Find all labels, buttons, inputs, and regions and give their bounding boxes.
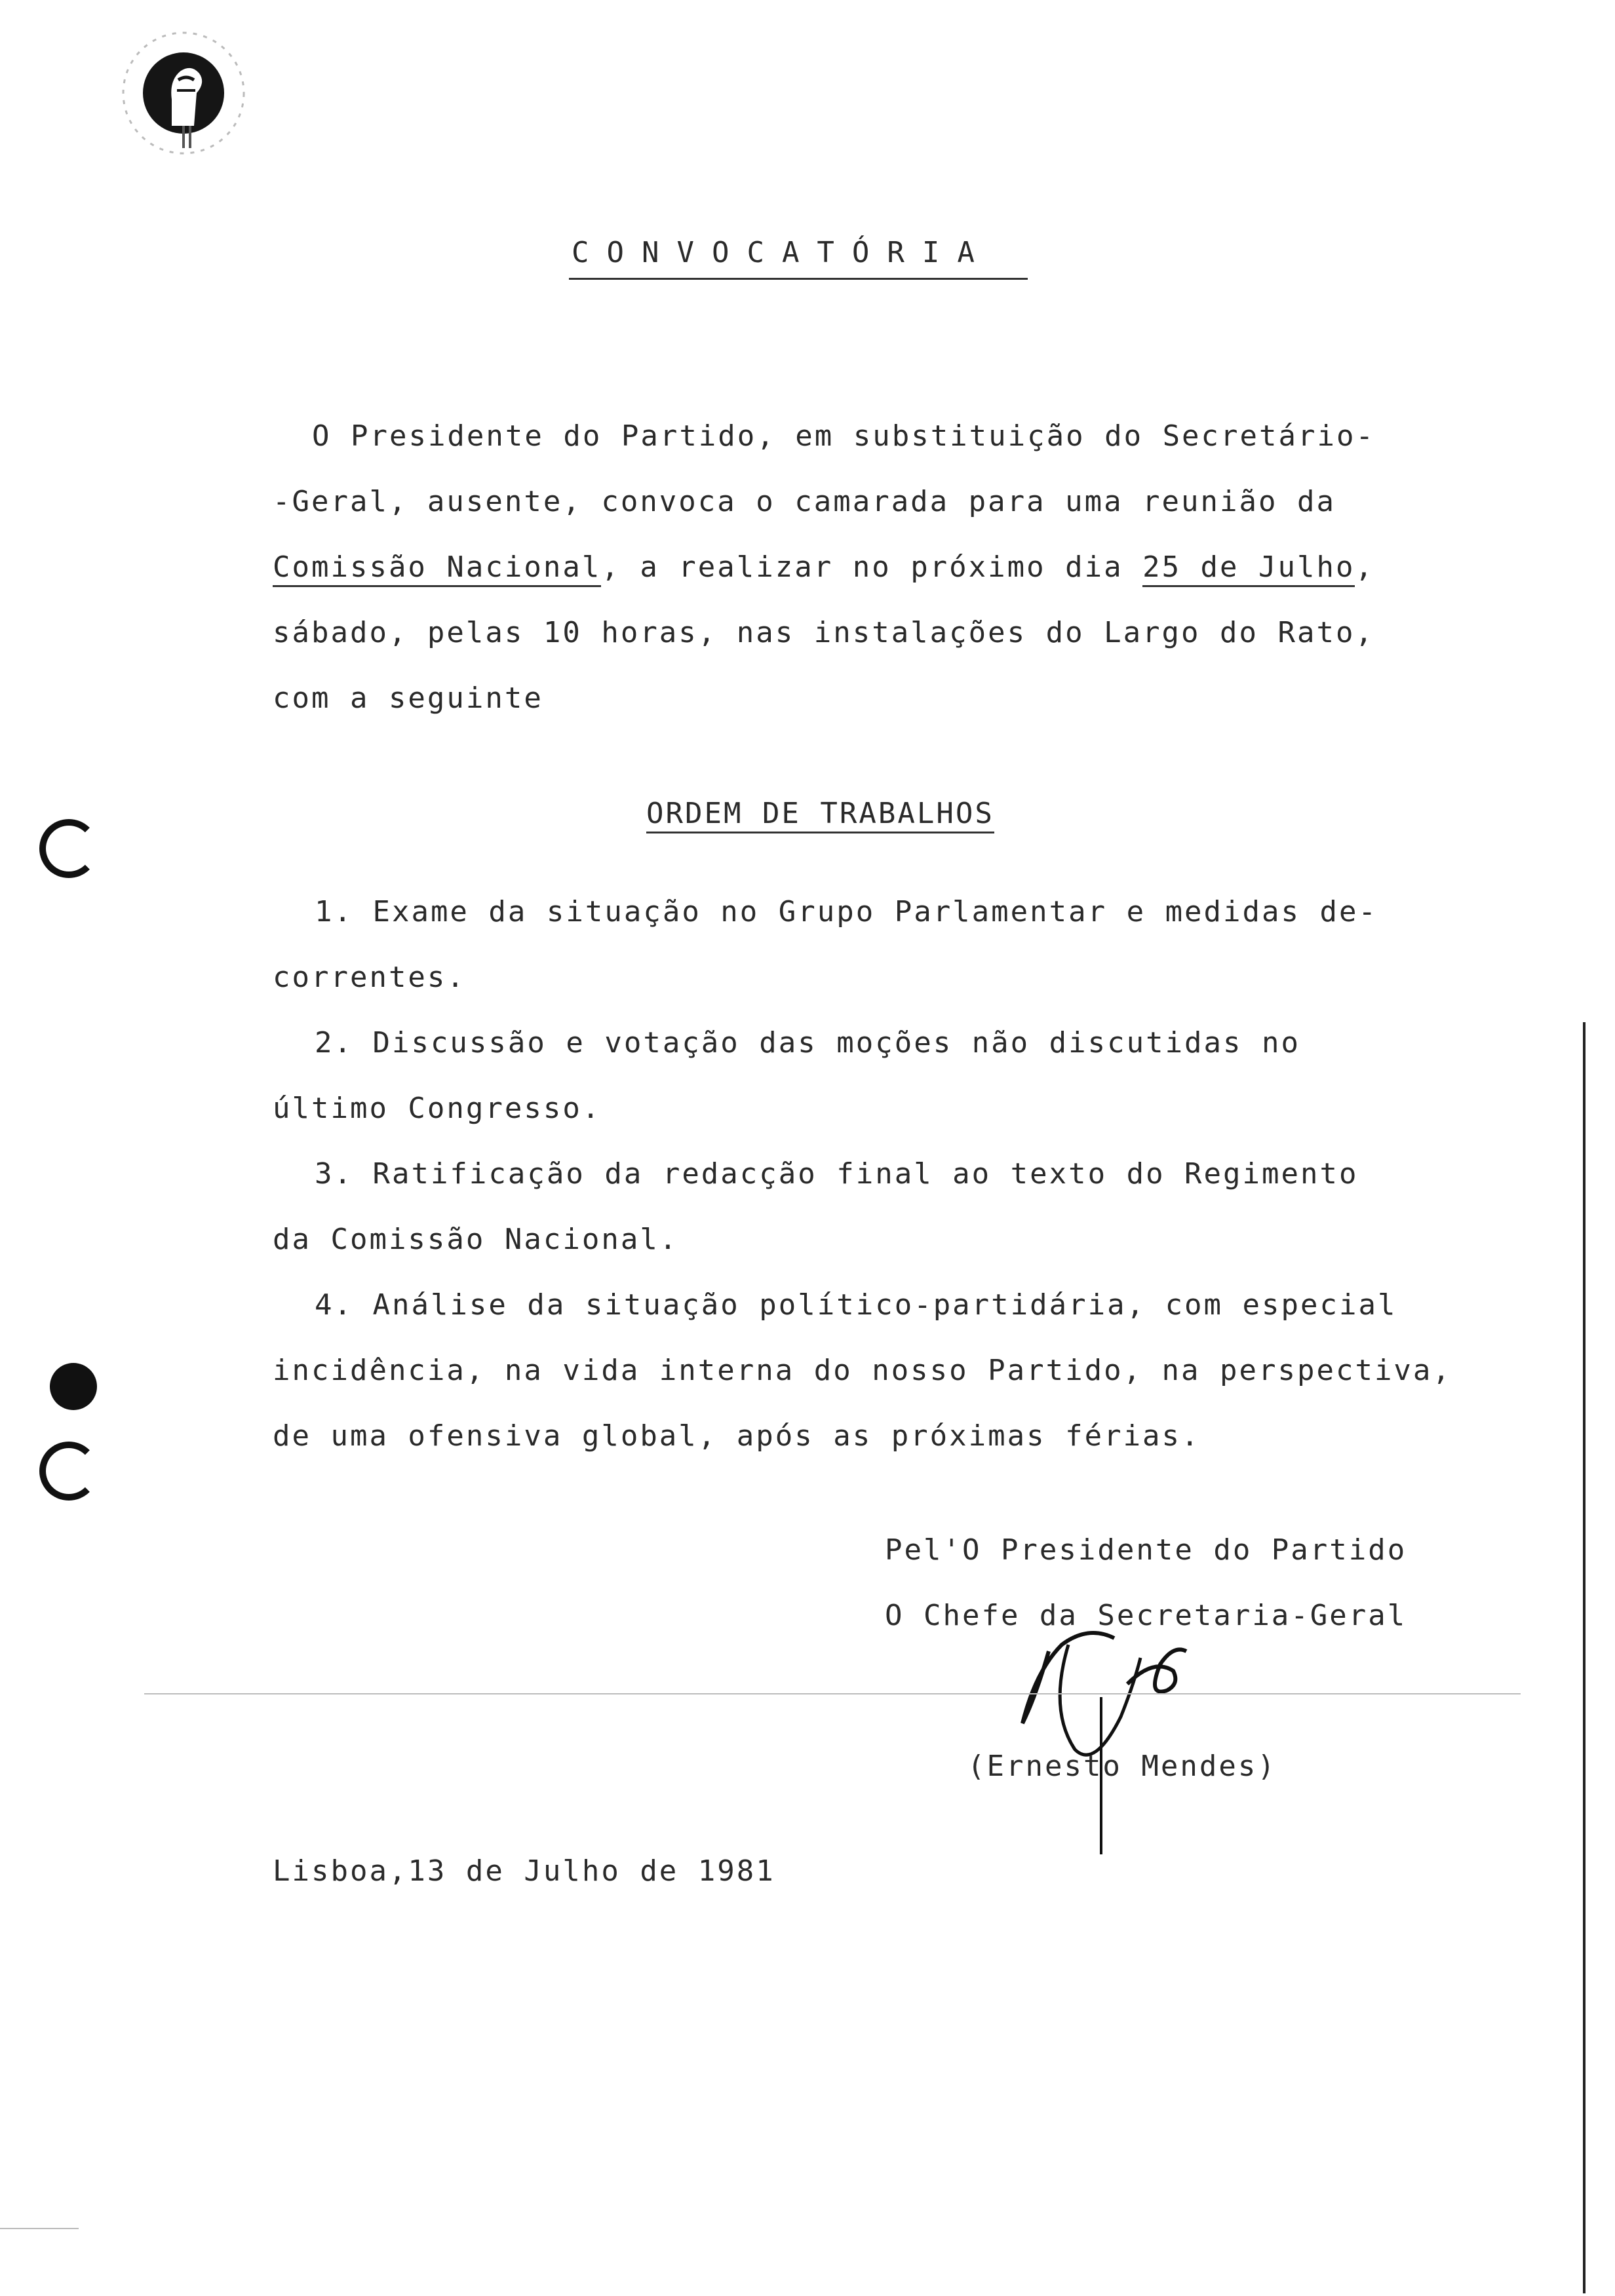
meeting-date-underlined: 25 de Julho <box>1142 550 1355 587</box>
punch-hole-mark <box>50 1363 97 1410</box>
edge-mark <box>0 2228 79 2229</box>
title-underline <box>569 278 1028 280</box>
agenda-item-2-line-1: 2. Discussão e votação das moções não discutidas no <box>315 1026 1301 1060</box>
binder-hole-mark <box>39 819 98 878</box>
agenda-item-3-line-2: da Comissão Nacional. <box>273 1223 679 1256</box>
agenda-item-4-line-3: de uma ofensiva global, após as próximas férias. <box>273 1419 1201 1453</box>
agenda-item-4-line-2: incidência, na vida interna do nosso Partido, na perspectiva, <box>273 1354 1452 1387</box>
body-line-5: com a seguinte <box>273 681 543 715</box>
signature-line-2: O Chefe da Secretaria-Geral <box>885 1599 1407 1632</box>
body-line-4: sábado, pelas 10 horas, nas instalações do Largo do Rato, <box>273 616 1374 649</box>
page-edge <box>1583 1022 1586 2293</box>
signature-line-1: Pel'O Presidente do Partido <box>885 1533 1407 1567</box>
signatory-name: (Ernesto Mendes) <box>967 1750 1277 1783</box>
document-title: CONVOCATÓRIA <box>572 236 992 269</box>
party-logo <box>118 28 249 159</box>
agenda-item-3-line-1: 3. Ratificação da redacção final ao texto do Regimento <box>315 1157 1359 1191</box>
agenda-heading: ORDEM DE TRABALHOS <box>646 794 994 833</box>
agenda-item-1-line-2: correntes. <box>273 961 466 994</box>
fold-line <box>144 1693 1521 1694</box>
body-line-3: Comissão Nacional, a realizar no próximo dia 25 de Julho, <box>273 548 1374 587</box>
handwritten-signature <box>1009 1618 1232 1854</box>
agenda-item-1-line-1: 1. Exame da situação no Grupo Parlamentar e medidas de- <box>315 895 1378 928</box>
agenda-item-4-line-1: 4. Análise da situação político-partidária, com especial <box>315 1288 1397 1322</box>
meeting-body-underlined: Comissão Nacional <box>273 550 601 587</box>
binder-hole-mark-2 <box>39 1442 98 1501</box>
agenda-item-2-line-2: último Congresso. <box>273 1092 602 1125</box>
place-and-date: Lisboa,13 de Julho de 1981 <box>273 1854 775 1888</box>
body-line-1: O Presidente do Partido, em substituição do Secretário- <box>312 419 1375 453</box>
body-line-2: -Geral, ausente, convoca o camarada para uma reunião da <box>273 485 1336 518</box>
